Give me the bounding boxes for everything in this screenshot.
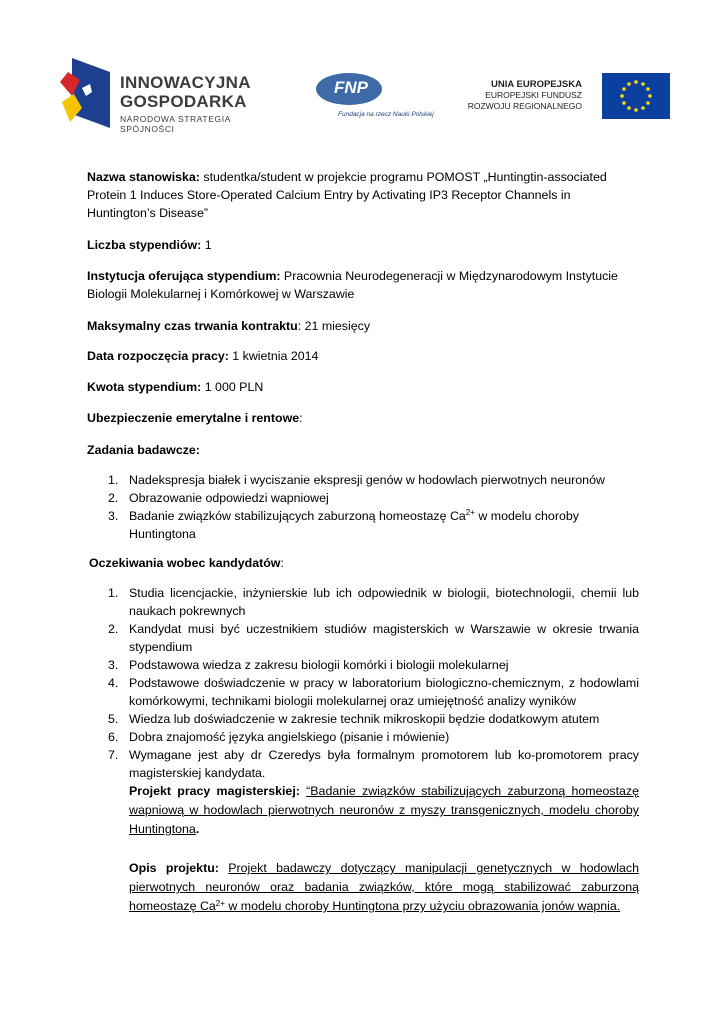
eu-logo <box>465 73 670 123</box>
project-text: w modelu choroby Huntingtona przy użyciu obrazowania jonów wapnia. <box>224 899 621 913</box>
institution-label: Instytucja oferująca stypendium: <box>87 269 281 283</box>
list-number: 6. <box>108 730 119 744</box>
list-number: 5. <box>108 712 119 726</box>
fnp-name: FNP <box>334 78 368 97</box>
requirements-label: Oczekiwania wobec kandydatów <box>89 556 281 570</box>
ue-line3: ROZWOJU REGIONALNEGO <box>467 101 582 111</box>
header-logos <box>60 55 670 135</box>
start-value: 1 kwietnia 2014 <box>228 349 319 363</box>
list-number: 2. <box>108 491 119 505</box>
list-item <box>87 656 639 674</box>
ig-line1: INNOWACYJNA <box>120 73 251 92</box>
ig-star-icon <box>60 58 110 128</box>
innowacyjna-gospodarka-logo <box>60 55 285 134</box>
amount-section <box>87 378 639 396</box>
stipends-label: Liczba stypendiów: <box>87 238 202 252</box>
insurance-label: Ubezpieczenie emerytalne i rentowe <box>87 411 300 425</box>
requirements-heading <box>89 554 641 572</box>
list-item <box>87 620 639 656</box>
insurance-value: : <box>299 411 303 425</box>
list-number: 1. <box>108 586 119 600</box>
list-item <box>87 710 639 728</box>
list-item <box>87 507 639 543</box>
requirement-text: Kandydat musi być uczestnikiem studiów magisterskich w Warszawie w okresie trwania stypendium <box>129 622 639 654</box>
insurance-section <box>87 409 639 427</box>
fnp-logo <box>316 73 456 123</box>
list-item <box>87 674 639 710</box>
tasks-heading <box>87 441 639 459</box>
requirement-text: Wymagane jest aby dr Czeredys była formalnym promotorem lub ko-promotorem pracy magisterskiej kandydata. <box>129 748 639 780</box>
requirement-text: Studia licencjackie, inżynierskie lub ich odpowiednik w biologii, biotechnologii, chemii lub naukach pokrewnych <box>129 586 639 618</box>
task-text: Nadekspresja białek i wyciszanie ekspresji genów w hodowlach pierwotnych neuronów <box>129 473 605 487</box>
list-item <box>87 746 639 782</box>
stipends-value: 1 <box>201 238 212 252</box>
duration-section <box>87 317 639 335</box>
task-text: Badanie związków stabilizujących zaburzoną homeostazę Ca <box>129 509 466 523</box>
task-text: w modelu choroby Huntingtona <box>129 509 579 541</box>
stipends-section <box>87 236 639 254</box>
requirement-text: Podstawowa wiedza z zakresu biologii komórki i biologii molekularnej <box>129 658 509 672</box>
project-text: Projekt badawczy dotyczący manipulacji genetycznych w hodowlach pierwotnych neuronów oraz badania związków, które mogą stabilizować zaburzoną homeostazę Ca <box>129 861 639 913</box>
list-number: 3. <box>108 658 119 672</box>
list-item <box>87 471 639 489</box>
list-item <box>87 728 639 746</box>
superscript: 2+ <box>465 508 475 517</box>
project-label: Opis projektu: <box>129 861 219 875</box>
duration-value: : 21 miesięcy <box>297 319 371 333</box>
list-item <box>87 489 639 507</box>
position-section <box>87 168 639 222</box>
tasks-label: Zadania badawcze: <box>87 443 200 457</box>
project-paragraph <box>87 859 639 916</box>
tasks-list <box>87 471 639 543</box>
list-number: 4. <box>108 676 119 690</box>
amount-value: 1 000 PLN <box>201 380 264 394</box>
requirement-text: Podstawowe doświadczenie w pracy w laboratorium biologiczno-chemicznym, z hodowlami komórkowymi, technikami biologii molekularnej oraz umiejętność analizy wyników <box>129 676 639 708</box>
start-label: Data rozpoczęcia pracy: <box>87 349 229 363</box>
requirements-list <box>87 584 639 916</box>
thesis-label: Projekt pracy magisterskiej: <box>129 784 300 798</box>
ue-line2: EUROPEJSKI FUNDUSZ <box>485 90 582 100</box>
list-number: 7. <box>108 748 119 762</box>
list-item <box>87 584 639 620</box>
ig-line2: GOSPODARKA <box>120 92 247 111</box>
requirement-text: Dobra znajomość języka angielskiego (pisanie i mówienie) <box>129 730 450 744</box>
requirements-label-suffix: : <box>280 556 284 570</box>
requirement-text: Wiedza lub doświadczenie w zakresie technik mikroskopii będzie dodatkowym atutem <box>129 712 600 726</box>
institution-section <box>87 267 639 303</box>
list-number: 1. <box>108 473 119 487</box>
position-value: studentka/student w projekcie programu POMOST „Huntingtin-associated Protein 1 Induces Store-Operated Calcium Entry by Activating IP3 Receptor Channels in Huntington’s Disease” <box>87 170 607 220</box>
thesis-end: . <box>195 822 200 836</box>
eu-flag-icon <box>602 73 670 119</box>
position-label: Nazwa stanowiska: <box>87 170 200 184</box>
start-section <box>87 347 639 365</box>
list-number: 3. <box>108 509 119 523</box>
institution-value: Pracownia Neurodegeneracji w Międzynarodowym Instytucie Biologii Molekularnej i Komórkowej w Warszawie <box>87 269 618 301</box>
superscript: 2+ <box>215 899 225 908</box>
fnp-subtitle: Fundacja na rzecz Nauki Polskiej <box>338 111 434 118</box>
thesis-value: “Badanie związków stabilizujących zaburzoną homeostazę wapniową w hodowlach pierwotnych neuronów z myszy transgenicznych, modelu choroby Huntingtona <box>129 784 639 836</box>
duration-label: Maksymalny czas trwania kontraktu <box>87 319 298 333</box>
amount-label: Kwota stypendium: <box>87 380 202 394</box>
thesis-paragraph <box>87 782 639 839</box>
ig-line3: NARODOWA STRATEGIA SPÓJNOŚCI <box>120 114 231 134</box>
ue-line1: UNIA EUROPEJSKA <box>491 79 582 90</box>
list-number: 2. <box>108 622 119 636</box>
task-text: Obrazowanie odpowiedzi wapniowej <box>129 491 329 505</box>
